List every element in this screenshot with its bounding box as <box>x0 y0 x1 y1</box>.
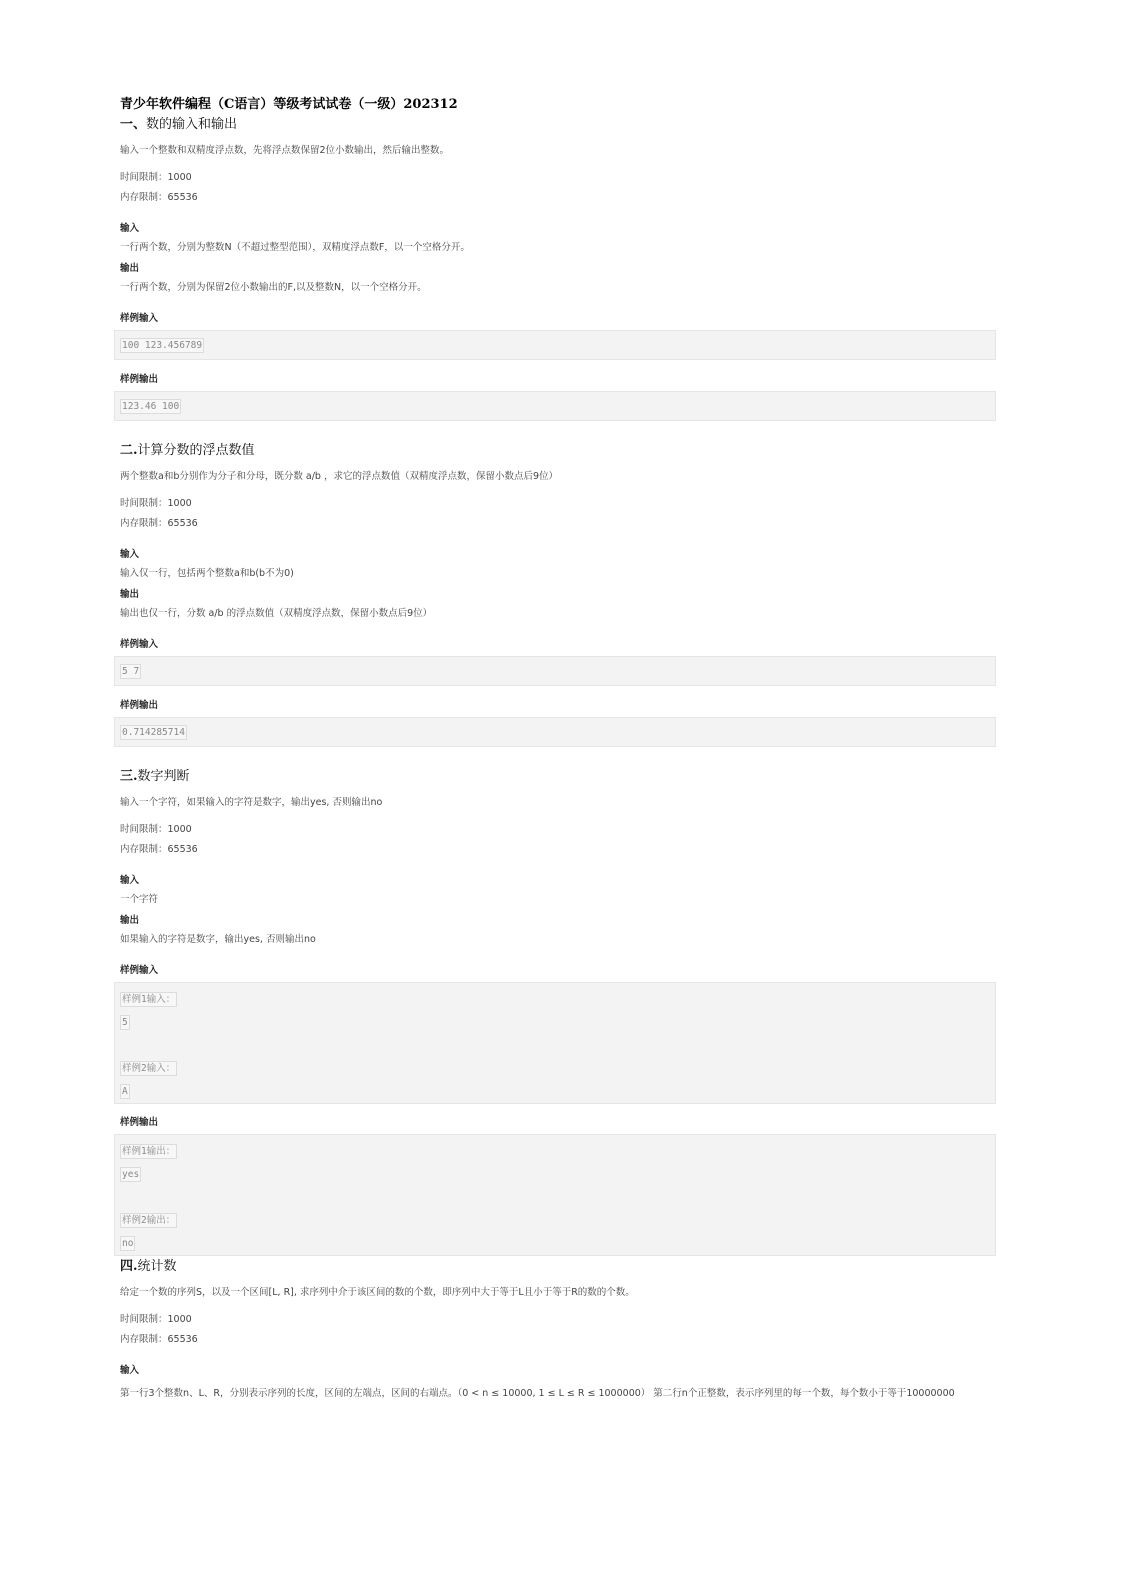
section-1 <box>120 116 1000 421</box>
output-description: 如果输入的字符是数字，输出yes, 否则输出no <box>120 934 316 945</box>
input-label: 输入 <box>120 549 140 560</box>
section-number: 二. <box>120 443 138 458</box>
code-line: 样例2输出： <box>122 1215 176 1226</box>
sample-input-label: 样例输入 <box>120 313 159 324</box>
time-limit: 时间限制：1000 <box>120 172 192 183</box>
sample-input-box <box>114 656 996 686</box>
problem-description: 给定一个数的序列S，以及一个区间[L, R], 求序列中介于该区间的数的个数，即序列中大于等于L且小于等于R的数的个数。 <box>120 1287 635 1298</box>
doc-title: 青少年软件编程（C语言）等级考试试卷（一级）202312 <box>120 97 458 112</box>
sample-output-box <box>114 717 996 747</box>
sample-output-box <box>114 391 996 421</box>
code-line: 样例1输出： <box>122 1146 176 1157</box>
sample-output-box <box>114 1134 996 1256</box>
problem-description: 输入一个字符，如果输入的字符是数字，输出yes, 否则输出no <box>120 797 383 808</box>
sample-input-label: 样例输入 <box>120 639 159 650</box>
output-label: 输出 <box>120 263 140 274</box>
input-description: 输入仅一行，包括两个整数a和b(b不为0) <box>120 568 294 579</box>
code-line: 5 <box>122 1017 128 1028</box>
memory-limit: 内存限制：65536 <box>120 1334 198 1345</box>
input-label: 输入 <box>120 875 140 886</box>
output-label: 输出 <box>120 915 140 926</box>
section-2 <box>120 442 1000 747</box>
output-description: 输出也仅一行，分数 a/b 的浮点数值（双精度浮点数，保留小数点后9位） <box>120 608 433 619</box>
code-line: 123.46 100 <box>122 401 180 412</box>
section-title <box>120 116 1000 134</box>
section-number: 三. <box>120 769 138 784</box>
time-limit: 时间限制：1000 <box>120 824 192 835</box>
sample-output-label: 样例输出 <box>120 700 159 711</box>
code-line: 样例1输入： <box>122 994 176 1005</box>
time-limit: 时间限制：1000 <box>120 498 192 509</box>
section-title <box>120 768 1000 786</box>
memory-limit: 内存限制：65536 <box>120 518 198 529</box>
output-description: 一行两个数，分别为保留2位小数输出的F,以及整数N，以一个空格分开。 <box>120 282 427 293</box>
code-line: 5 7 <box>122 666 140 677</box>
code-line: A <box>122 1086 128 1097</box>
code-line: 0.714285714 <box>122 727 185 738</box>
code-line: yes <box>122 1169 140 1180</box>
section-title <box>120 442 1000 460</box>
input-label: 输入 <box>120 1365 140 1376</box>
section-3 <box>120 768 1000 1256</box>
sample-output-label: 样例输出 <box>120 374 159 385</box>
input-description: 第一行3个整数n、L、R，分别表示序列的长度，区间的左端点，区间的右端点。（0 < n ≤ 10000, 1 ≤ L ≤ R ≤ 1000000） 第二行n个正整数，表示序列里的每一个数，每个数小于等于10000000 <box>120 1388 955 1399</box>
memory-limit: 内存限制：65536 <box>120 844 198 855</box>
sample-input-box <box>114 982 996 1104</box>
sample-input-box <box>114 330 996 360</box>
exam-page <box>120 96 1000 1404</box>
code-line: no <box>122 1238 134 1249</box>
code-line: 样例2输入： <box>122 1063 176 1074</box>
problem-description: 输入一个整数和双精度浮点数，先将浮点数保留2位小数输出，然后输出整数。 <box>120 145 450 156</box>
memory-limit: 内存限制：65536 <box>120 192 198 203</box>
input-description: 一个字符 <box>120 894 159 905</box>
code-line: 100 123.456789 <box>122 340 203 351</box>
section-title-text: 计算分数的浮点数值 <box>137 443 255 458</box>
section-4 <box>120 1258 1000 1404</box>
section-title-text: 数的输入和输出 <box>146 117 238 132</box>
problem-description: 两个整数a和b分别作为分子和分母，既分数 a/b ，求它的浮点数值（双精度浮点数，保留小数点后9位） <box>120 471 558 482</box>
section-title-text: 统计数 <box>137 1259 177 1274</box>
section-number: 一、 <box>120 117 147 132</box>
time-limit: 时间限制：1000 <box>120 1314 192 1325</box>
sample-output-label: 样例输出 <box>120 1117 159 1128</box>
sample-input-label: 样例输入 <box>120 965 159 976</box>
input-label: 输入 <box>120 223 140 234</box>
section-title-text: 数字判断 <box>137 769 190 784</box>
section-number: 四. <box>120 1259 138 1274</box>
input-description: 一行两个数，分别为整数N（不超过整型范围），双精度浮点数F，以一个空格分开。 <box>120 242 470 253</box>
section-title <box>120 1258 1000 1276</box>
output-label: 输出 <box>120 589 140 600</box>
